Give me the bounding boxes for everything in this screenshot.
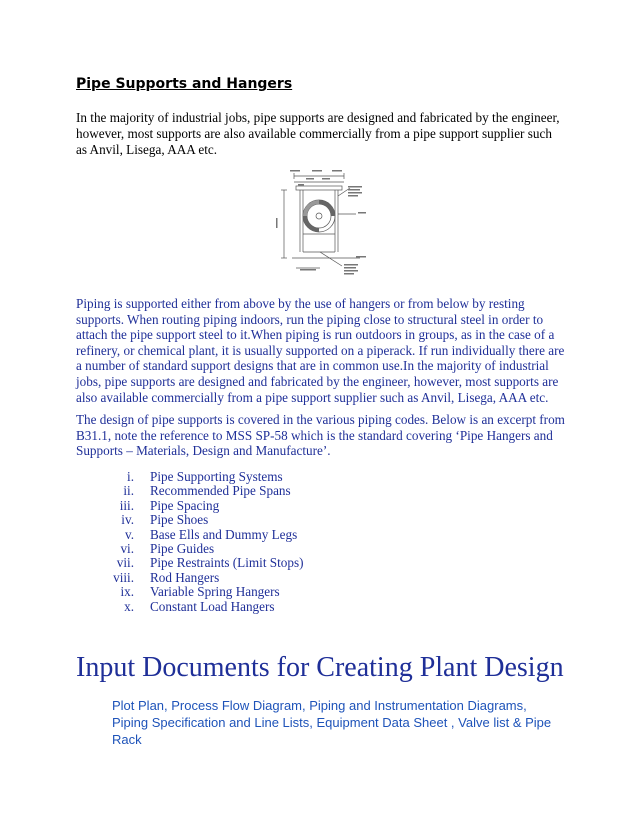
list-item-number: x. [124,598,134,614]
list-item-text: Pipe Guides [150,540,215,556]
list-item-number: ii. [123,483,134,499]
list-item-number: i. [127,469,134,484]
codes-paragraph: The design of pipe supports is covered in the various piping codes. Below is an excerpt from B31.1, note the reference to MSS SP-58 which is the standard covering ‘Pipe Hangers and Supports – Materials, Design and Manufacture’. [76,412,565,459]
list-item-number: iv. [121,512,134,528]
list-item-number: vi. [120,540,134,556]
list-item-text: Base Ells and Dummy Legs [150,526,298,542]
section-title-pipe-supports: Pipe Supports and Hangers [76,76,293,92]
list-item-number: iii. [119,497,134,513]
list-item-number: vii. [116,555,134,571]
list-item-number: viii. [113,569,134,585]
list-item-text: Pipe Shoes [150,512,209,528]
list-item-text: Pipe Spacing [150,497,220,513]
section-title-input-documents: Input Documents for Creating Plant Design [76,652,564,683]
intro-paragraph: In the majority of industrial jobs, pipe supports are designed and fabricated by the engineer, however, most supports are also available commercially from a pipe support supplier such as Anvil, Lisega, AAA etc. [76,110,560,157]
list-item-text: Pipe Supporting Systems [150,469,283,484]
list-item-text: Pipe Restraints (Limit Stops) [150,555,304,571]
list-item-text: Variable Spring Hangers [150,584,280,600]
list-item-text: Constant Load Hangers [150,598,275,614]
list-item-number: ix. [120,584,134,600]
input-documents-paragraph: Plot Plan, Process Flow Diagram, Piping and Instrumentation Diagrams, Piping Specification and Line Lists, Equipment Data Sheet , Valve list & Pipe Rack [112,698,552,747]
routing-paragraph: Piping is supported either from above by the use of hangers or from below by resting supports. When routing piping indoors, run the piping close to structural steel in order to attach the pipe support steel to it.When piping is run outdoors in groups, as in the case of a refinery, or chemical plant, it is usually supported on a piperack. If run individually there are a number of standard support designs that are in common use.In the majority of industrial jobs, pipe supports are designed and fabricated by the engineer, however, most supports are also available commercially from a pipe support supplier such as Anvil, Lisega, AAA etc. [76,296,565,405]
pipe-support-drawing [272,168,368,280]
list-item-number: v. [124,526,134,542]
list-item-text: Rod Hangers [150,569,220,585]
list-item-text: Recommended Pipe Spans [150,483,291,499]
